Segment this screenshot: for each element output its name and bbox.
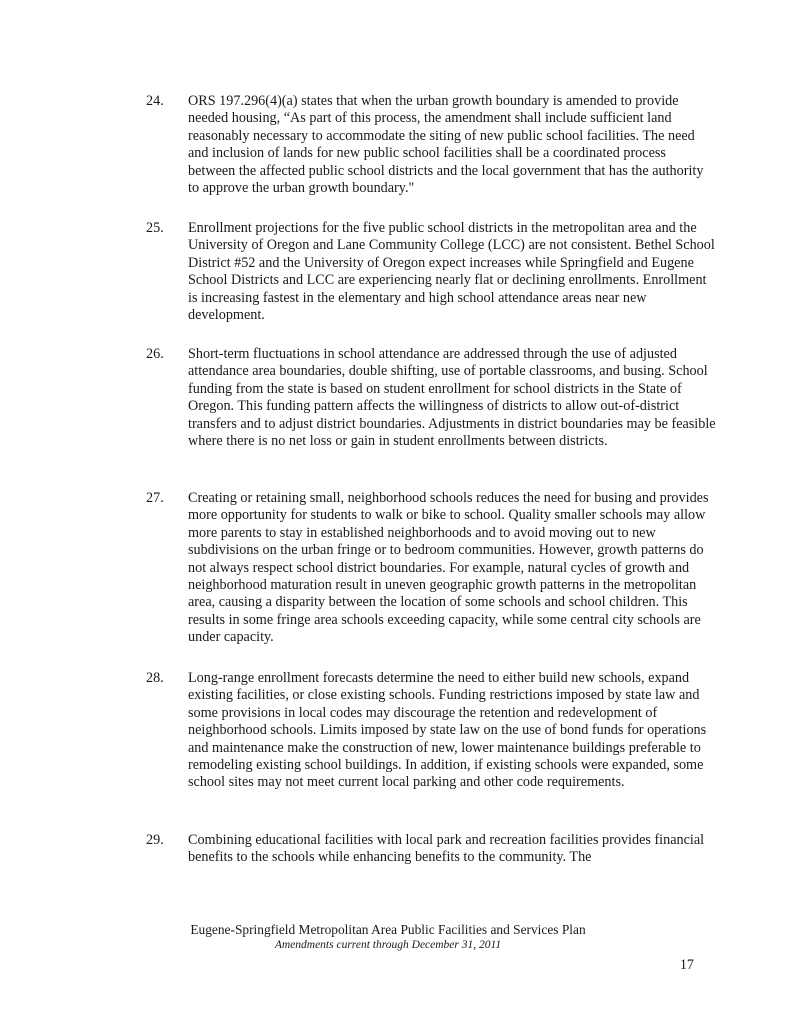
item-text: Creating or retaining small, neighborhood schools reduces the need for busing and provides more opportunity for students to walk or bike to school. Quality smaller schools may allow more parents to stay in established neighborhoods and to avoid moving out to new subdivisions on the urban fringe or to bedroom communities. However, growth patterns do not always respect school district boundaries. For example, natural cycles of growth and neighborhood maturation result in uneven geographic growth patterns in the metropolitan area, causing a disparity between the location of some schools and school children. This results in some fringe area schools exceeding capacity, while some central city schools are under capacity. [188,490,709,646]
finding-item-25 [146,220,716,324]
item-text: Long-range enrollment forecasts determine the need to either build new schools, expand existing facilities, or close existing schools. Funding restrictions imposed by state law and some provisions in local codes may discourage the retention and redevelopment of neighborhood schools. Limits imposed by state law on the use of bond funds for operations and maintenance make the construction of new, lower maintenance buildings preferable to remodeling existing school buildings. In addition, if existing schools were expanded, some school sites may not meet current local parking and other code requirements. [188,670,707,791]
finding-item-24 [146,93,716,197]
finding-item-27 [146,490,716,647]
page-number: 17 [679,957,694,973]
item-number: 24. [146,93,164,109]
footer-title: Eugene-Springfield Metropolitan Area Public Facilities and Services Plan [190,922,586,937]
item-number: 26. [146,346,164,362]
item-number: 25. [146,220,164,236]
item-text: Short-term fluctuations in school attendance are addressed through the use of adjusted attendance area boundaries, double shifting, use of portable classrooms, and busing. School funding from the state is based on student enrollment for school districts in the State of Oregon. This funding pattern affects the willingness of districts to allow out-of-district transfers and to adjust district boundaries. Adjustments in district boundaries may be feasible where there is no net loss or gain in student enrollments between districts. [188,346,716,450]
finding-item-28 [146,670,716,792]
footer-subtitle: Amendments current through December 31, 2011 [274,939,502,951]
finding-item-26 [146,346,716,450]
item-text: Combining educational facilities with local park and recreation facilities provides financial benefits to the schools while enhancing benefits to the community. The [188,832,705,866]
item-number: 27. [146,490,164,506]
item-number: 28. [146,670,164,686]
item-text: ORS 197.296(4)(a) states that when the urban growth boundary is amended to provide needed housing, “As part of this process, the amendment shall include sufficient land reasonably necessary to accommodate the siting of new public school facilities. The need and inclusion of lands for new public school facilities shall be a coordinated process between the affected public school districts and the local government that has the authority to approve the urban growth boundary." [188,93,704,197]
item-text: Enrollment projections for the five public school districts in the metropolitan area and the University of Oregon and Lane Community College (LCC) are not consistent. Bethel School District #52 and the University of Oregon expect increases while Springfield and Eugene School Districts and LCC are experiencing nearly flat or declining enrollments. Enrollment is increasing fastest in the elementary and high school attendance areas near new development. [188,220,715,324]
finding-item-29 [146,832,716,867]
item-number: 29. [146,832,164,848]
